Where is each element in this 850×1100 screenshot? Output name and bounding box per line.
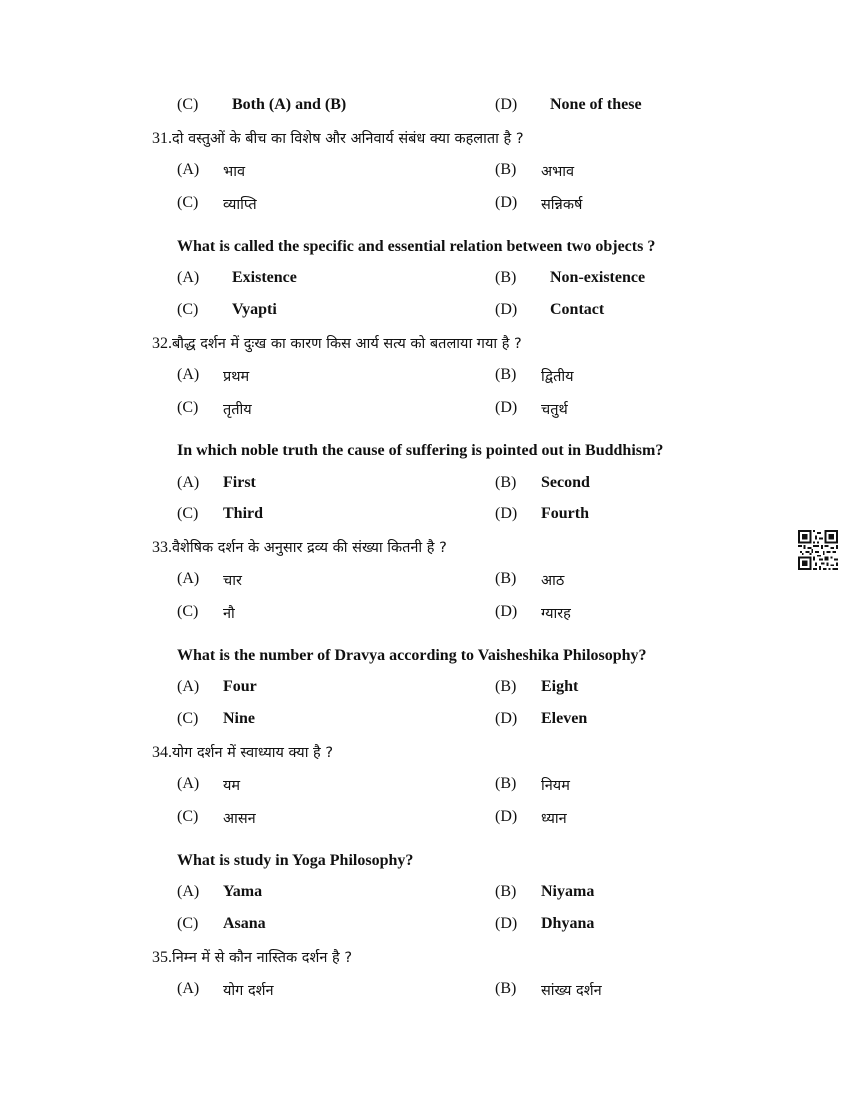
option-text: Eight <box>541 678 579 695</box>
option-label: (B) <box>495 775 517 792</box>
option-text: Nine <box>223 710 255 727</box>
option-text: चतुर्थ <box>541 402 568 418</box>
question-text-hindi: वैशेषिक दर्शन के अनुसार द्रव्य की संख्या कितनी है ? <box>172 540 447 556</box>
option-label-c: (C) <box>177 96 199 113</box>
option-text: व्याप्ति <box>223 197 257 213</box>
option-label: (B) <box>495 474 517 491</box>
option-label: (D) <box>495 808 518 825</box>
option-label: (A) <box>177 161 200 178</box>
question-text-hindi: योग दर्शन में स्वाध्याय क्या है ? <box>172 745 334 761</box>
option-text: नौ <box>223 606 235 622</box>
option-text: आठ <box>541 573 565 589</box>
option-label: (C) <box>177 603 199 620</box>
option-label: (C) <box>177 915 199 932</box>
option-text: Vyapti <box>232 301 277 318</box>
option-text-c: Both (A) and (B) <box>232 96 347 113</box>
option-text: First <box>223 474 256 491</box>
question-number: 34. <box>152 744 172 761</box>
option-text: Existence <box>232 269 297 286</box>
option-text: Non-existence <box>550 269 646 286</box>
option-text: भाव <box>223 164 246 180</box>
option-label: (D) <box>495 301 518 318</box>
option-label: (B) <box>495 678 517 695</box>
question-number: 32. <box>152 335 172 352</box>
option-label: (A) <box>177 570 200 587</box>
question-31-english: What is called the specific and essential relation between two objects ? <box>177 238 656 255</box>
option-text: Dhyana <box>541 915 595 932</box>
question-33-english: What is the number of Dravya according to Vaisheshika Philosophy? <box>177 647 647 664</box>
option-text: योग दर्शन <box>223 983 274 999</box>
option-text: ध्यान <box>541 811 567 827</box>
question-text-hindi: बौद्ध दर्शन में दुःख का कारण किस आर्य सत्य को बतलाया गया है ? <box>172 336 522 352</box>
option-label: (B) <box>495 269 517 286</box>
question-text-hindi: दो वस्तुओं के बीच का विशेष और अनिवार्य संबंध क्या कहलाता है ? <box>172 131 524 147</box>
option-label: (B) <box>495 570 517 587</box>
option-text: चार <box>223 573 242 589</box>
question-34-english: What is study in Yoga Philosophy? <box>177 852 414 869</box>
option-label: (A) <box>177 883 200 900</box>
question-34-hindi <box>152 742 333 762</box>
option-label: (B) <box>495 883 517 900</box>
option-text: Asana <box>223 915 266 932</box>
option-text: Niyama <box>541 883 595 900</box>
question-number: 33. <box>152 539 172 556</box>
option-label: (D) <box>495 399 518 416</box>
question-33-hindi <box>152 537 447 557</box>
option-text: Yama <box>223 883 263 900</box>
question-number: 31. <box>152 130 172 147</box>
option-label: (C) <box>177 194 199 211</box>
option-label: (A) <box>177 678 200 695</box>
option-text: तृतीय <box>223 402 252 418</box>
option-text: अभाव <box>541 164 575 180</box>
option-label: (D) <box>495 915 518 932</box>
option-label: (D) <box>495 710 518 727</box>
option-label: (C) <box>177 808 199 825</box>
option-label-d: (D) <box>495 96 518 113</box>
option-text: नियम <box>541 778 570 794</box>
option-text: द्वितीय <box>541 369 574 385</box>
option-label: (D) <box>495 194 518 211</box>
option-label: (A) <box>177 366 200 383</box>
question-number: 35. <box>152 949 172 966</box>
option-label: (A) <box>177 775 200 792</box>
option-label: (D) <box>495 505 518 522</box>
option-label: (D) <box>495 603 518 620</box>
option-label: (B) <box>495 161 517 178</box>
option-text: Fourth <box>541 505 589 522</box>
option-label: (C) <box>177 505 199 522</box>
option-text: सांख्य दर्शन <box>541 983 602 999</box>
option-text: प्रथम <box>223 369 250 385</box>
qr-code-icon <box>798 530 838 570</box>
option-text: ग्यारह <box>541 606 571 622</box>
option-text: यम <box>223 778 241 794</box>
option-text: Contact <box>550 301 605 318</box>
question-32-hindi <box>152 333 522 353</box>
option-text: सन्निकर्ष <box>541 197 583 213</box>
question-text-hindi: निम्न में से कौन नास्तिक दर्शन है ? <box>172 950 353 966</box>
question-32-english: In which noble truth the cause of suffering is pointed out in Buddhism? <box>177 442 664 459</box>
option-label: (A) <box>177 980 200 997</box>
option-label: (C) <box>177 710 199 727</box>
option-text: Second <box>541 474 590 491</box>
option-label: (B) <box>495 980 517 997</box>
option-text: Eleven <box>541 710 588 727</box>
option-text: Third <box>223 505 264 522</box>
option-text-d: None of these <box>550 96 642 113</box>
question-31-hindi <box>152 128 524 148</box>
option-label: (A) <box>177 269 200 286</box>
option-label: (B) <box>495 366 517 383</box>
option-label: (A) <box>177 474 200 491</box>
option-label: (C) <box>177 399 199 416</box>
option-label: (C) <box>177 301 199 318</box>
option-text: आसन <box>223 811 256 827</box>
option-text: Four <box>223 678 257 695</box>
question-35-hindi <box>152 947 352 967</box>
